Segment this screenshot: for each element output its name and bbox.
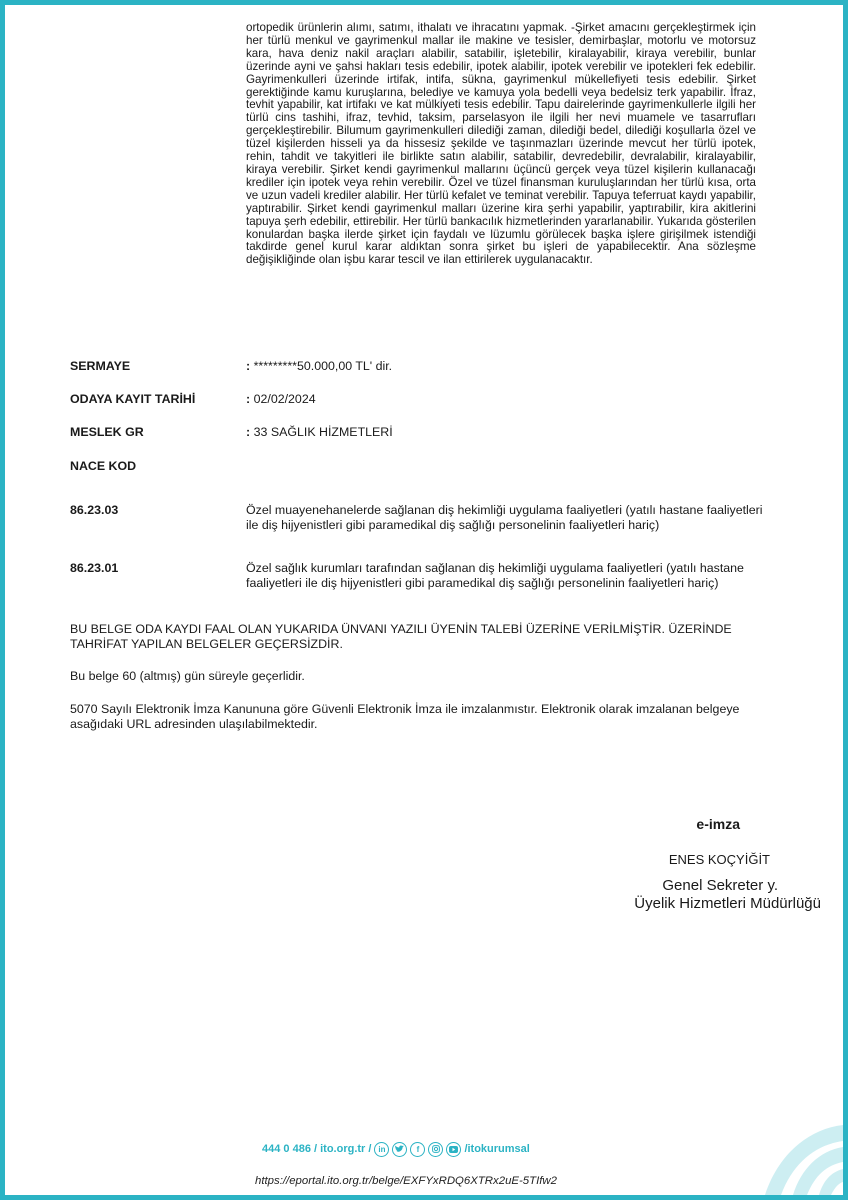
capital-value: *********50.000,00 TL' dir. [253,359,393,373]
issued-note: BU BELGE ODA KAYDI FAAL OLAN YUKARIDA ÜNVANI YAZILI ÜYENİN TALEBİ ÜZERİNE VERİLMİŞTİR. ÜZERİNDE TAHRİFAT YAPILAN BELGELER GEÇERSİZDİR. [70,622,732,651]
nace-description: Özel muayenehanelerde sağlanan diş hekimliği uygulama faaliyetleri (yatılı hastane faaliyetleri ile diş hijyenistleri gibi paramedikal diş sağlığı personelinin faaliyetleri hariç) [246,503,763,532]
footer-contact-bar [262,1140,530,1158]
company-purpose [246,22,756,267]
capital-label: SERMAYE [70,359,131,373]
youtube-icon[interactable] [446,1142,461,1157]
linkedin-icon[interactable]: in [374,1142,389,1157]
profession-value-wrap [246,425,393,439]
document-url[interactable]: https://eportal.ito.org.tr/belge/EXFYxRDQ6XTRx2uE-5TIfw2 [255,1175,557,1187]
registration-value-wrap [246,392,316,406]
profession-label: MESLEK GR [70,425,144,439]
twitter-icon[interactable] [392,1142,407,1157]
instagram-icon[interactable] [428,1142,443,1157]
registration-value: 02/02/2024 [253,392,316,406]
signer-title-line1: Genel Sekreter y. [662,877,778,894]
eimza-label: e-imza [696,816,740,832]
signer-title-line2: Üyelik Hizmetleri Müdürlüğü [634,895,821,912]
purpose-text: ortopedik ürünlerin alımı, satımı, ithalatı ve ihracatını yapmak. -Şirket amacını gerçekleştirmek için her türlü menkul ve gayrimenkul mallar ile makine ve tesisler, demirbaşlar, motorlu ve motorsuz kara, hava deniz nakil araçları alabilir, satabilir, işletebilir, kiralayabilir, kiraya verebilir, bunlar üzerinde ayni ve şahsi hakları tesis edebilir, ipotek alabilir, ipotek verebilir ve ipotekleri fek edebilir. Gayrimenkulleri üzerinde irtifak, intifa, sükna, gayrimenkul mükellefiyeti tesis edebilir. Şirket gerektiğinde kamu kuruşlarına, belediye ve kamuya yola bedelli veya bedelsiz terk yapabilir. İfraz, tevhit yapabilir, kat irtifakı ve kat mülkiyeti tesis edebilir. Tapu dairelerinde gayrimenkullerle ilgili her türlü cins tashihi, ifraz, tevhid, taksim, parselasyon ile ilgili her nevi muamele ve tasarrufları gerçekleştirebilir. Bilumum gayrimenkulleri dilediği zaman, dilediği bedel, dilediği koşullarla özel ve tüzel kişilerden hisseli ya da hissesiz şekilde ve taşınmazları üzerinde mevcut her türlü ipotek, rehin, tahdit ve takyitleri ile birlikte satın alabilir, satabilir, devredebilir, devralabilir, kiralayabilir, kiraya verebilir. Şirket kendi gayrimenkul mallarını üçüncü gerçek veya tüzel kişilerin kullanacağı krediler için ipotek veya rehin verebilir. Özel ve tüzel finansman kuruluşlarından her türlü kısa, orta ve uzun vadeli krediler alabilir. Her türlü kefalet ve teminat verebilir. Tapuya teferruat kaydı yapabilir, yaptırabilir. Şirket kendi gayrimenkul malları üzerine kira şerhi yapabilir, yaptırabilir, kira akitlerini tapuya şerh edebilir, ettirebilir. Her türlü bankacılık hizmetlerinden yararlanabilir. Yukarıda gösterilen konulardan başka ilerde şirket için faydalı ve lüzumlu görülecek başka işlere girişilmek istendiği takdirde genel kurul karar aldıktan sonra şirket bu işleri de yapabilecektir. Ana sözleşme değişikliğinde olan işbu karar tescil ve ilan ettirilerek uygulanacaktır. [246,21,756,267]
validity-note: Bu belge 60 (altmış) gün süreyle geçerlidir. [70,669,305,683]
capital-sep: : [246,359,251,373]
registration-sep: : [246,392,251,406]
footer-contact[interactable]: 444 0 486 / ito.org.tr / [262,1143,372,1155]
ito-corner-logo-icon [753,1125,843,1195]
capital-value-wrap [246,359,392,373]
footer-handle[interactable]: /itokurumsal [464,1143,530,1155]
profession-value: 33 SAĞLIK HİZMETLERİ [253,425,393,439]
nace-description: Özel sağlık kurumları tarafından sağlanan diş hekimliği uygulama faaliyetleri (yatılı hastane faaliyetleri ile diş hijyenistleri gibi paramedikal diş sağlığı personelinin faaliyetleri hariç) [246,561,744,590]
registration-label: ODAYA KAYIT TARİHİ [70,392,196,406]
signer-name: ENES KOÇYİĞİT [668,852,770,867]
facebook-icon[interactable]: f [410,1142,425,1157]
nace-label: NACE KOD [70,459,137,473]
profession-sep: : [246,425,251,439]
nace-code: 86.23.01 [70,561,119,575]
nace-code: 86.23.03 [70,503,119,517]
esign-note: 5070 Sayılı Elektronik İmza Kanununa göre Güvenli Elektronik İmza ile imzalanmıstır. Elektronik olarak imzalanan belgeye asağıdaki URL adresinden ulaşılabilmektedir. [70,702,740,731]
